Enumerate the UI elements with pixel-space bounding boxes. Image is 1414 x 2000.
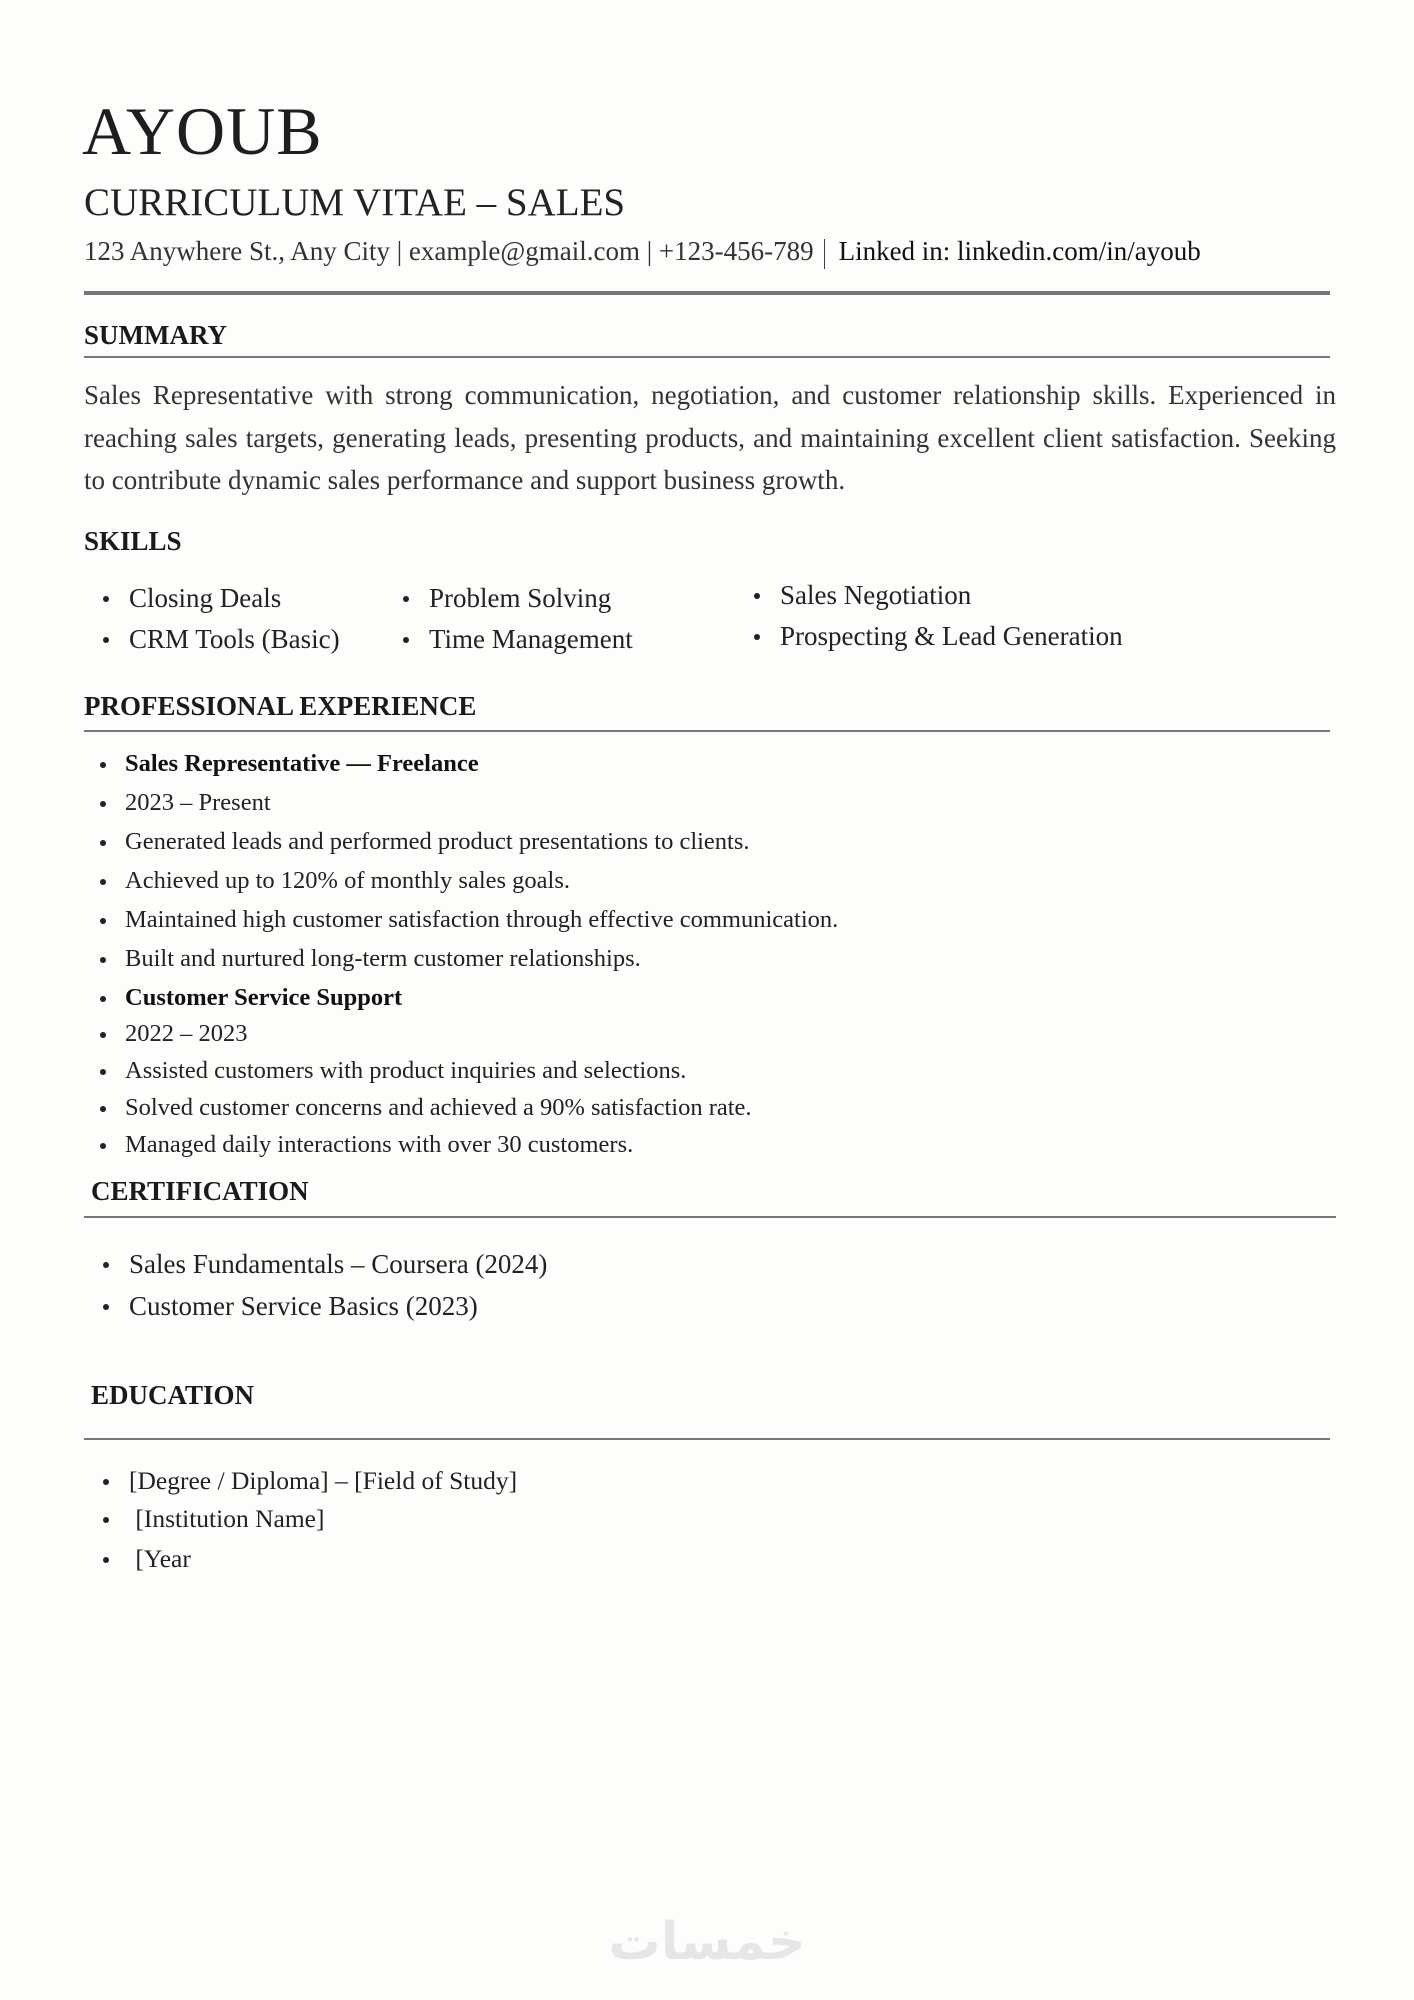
skill-item: Problem Solving (429, 578, 633, 619)
job-title: Sales Representative — Freelance (125, 750, 479, 777)
summary-heading: SUMMARY (84, 320, 228, 350)
section-divider (84, 1216, 1336, 1218)
summary-text: Sales Representative with strong communication, negotiation, and customer relationship skills. Experienced in reaching sales targets, generating leads, presenting products, and maintaining excellent client satisfaction. Seeking to contribute dynamic sales performance and support business growth. (84, 380, 1336, 495)
job-title: Customer Service Support (125, 984, 403, 1011)
certification-item: Sales Fundamentals – Coursera (2024) (129, 1243, 547, 1285)
skill-item: Sales Negotiation (780, 575, 1123, 616)
skill-item: Time Management (429, 619, 633, 660)
education-item: [Institution Name] (129, 1504, 325, 1533)
experience-item: Built and nurtured long-term customer relationships. (125, 945, 641, 972)
experience-heading: PROFESSIONAL EXPERIENCE (84, 691, 477, 721)
experience-item: Generated leads and performed product presentations to clients. (125, 828, 750, 855)
experience-item: Solved customer concerns and achieved a 90% satisfaction rate. (125, 1094, 752, 1121)
header-divider (84, 291, 1330, 295)
certification-list (129, 1243, 547, 1327)
candidate-name: AYOUB (82, 93, 323, 169)
job-dates: 2022 – 2023 (125, 1020, 248, 1047)
certification-heading: CERTIFICATION (91, 1176, 309, 1206)
experience-item: Achieved up to 120% of monthly sales goals. (125, 867, 571, 894)
skill-item: CRM Tools (Basic) (129, 619, 340, 660)
watermark-logo: خمسات (608, 1912, 806, 1972)
education-item: [Degree / Diploma] – [Field of Study] (129, 1466, 518, 1495)
experience-item: Maintained high customer satisfaction through effective communication. (125, 906, 839, 933)
experience-item: Managed daily interactions with over 30 customers. (125, 1131, 634, 1158)
document-title: CURRICULUM VITAE – SALES (84, 181, 626, 224)
education-item: [Year (129, 1544, 191, 1573)
contact-line (84, 236, 1201, 269)
skills-column-1 (129, 578, 340, 660)
skills-heading: SKILLS (84, 526, 182, 556)
skills-column-2 (429, 578, 633, 660)
job-dates: 2023 – Present (125, 789, 271, 816)
contact-info: 123 Anywhere St., Any City | example@gmail.com | +123-456-789 (84, 236, 814, 266)
experience-item: Assisted customers with product inquiries and selections. (125, 1057, 687, 1084)
linkedin-link[interactable]: Linked in: linkedin.com/in/ayoub (838, 236, 1201, 266)
skill-item: Closing Deals (129, 578, 340, 619)
skills-column-3 (780, 575, 1123, 657)
skill-item: Prospecting & Lead Generation (780, 616, 1123, 657)
section-divider (84, 356, 1330, 358)
divider (824, 239, 825, 269)
section-divider (84, 1438, 1330, 1440)
section-divider (84, 730, 1330, 732)
certification-item: Customer Service Basics (2023) (129, 1285, 547, 1327)
education-heading: EDUCATION (91, 1380, 255, 1410)
